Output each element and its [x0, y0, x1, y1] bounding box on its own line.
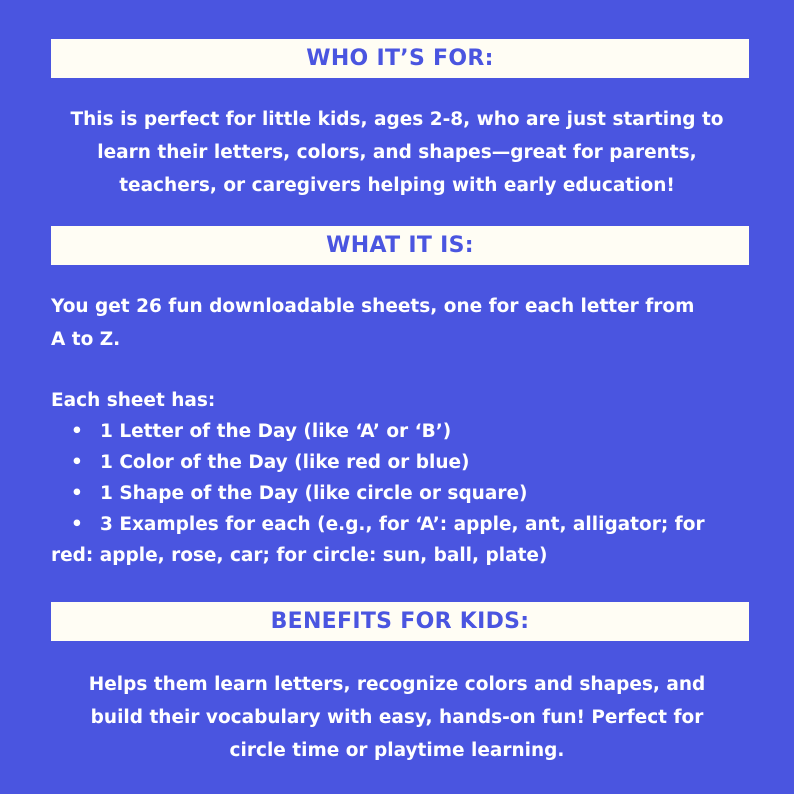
- list-item-text: 1 Color of the Day (like red or blue): [100, 452, 470, 473]
- bullet-icon: •: [71, 483, 83, 504]
- list-item-continuation: red: apple, rose, car; for circle: sun, ball, plate): [51, 545, 548, 566]
- who-paragraph: [20, 103, 774, 202]
- benefits-line: circle time or playtime learning.: [229, 740, 565, 761]
- benefits-paragraph: [20, 668, 774, 767]
- bullet-icon: •: [71, 452, 83, 473]
- who-heading: WHO IT’S FOR:: [306, 46, 494, 71]
- list-item-text: 1 Shape of the Day (like circle or square): [100, 483, 528, 504]
- benefits-heading-banner: [51, 602, 749, 641]
- list-item: [51, 416, 791, 447]
- what-heading-banner: [51, 226, 749, 265]
- list-item: [51, 478, 791, 509]
- list-item: [51, 447, 791, 478]
- bullet-icon: •: [71, 514, 83, 535]
- who-heading-banner: [51, 39, 749, 78]
- what-paragraph: [51, 290, 791, 356]
- sheet-contents-list: [51, 385, 791, 571]
- what-heading: WHAT IT IS:: [326, 233, 474, 258]
- benefits-line: Helps them learn letters, recognize colors and shapes, and: [88, 674, 706, 695]
- what-intro-line: A to Z.: [51, 329, 121, 350]
- who-line: This is perfect for little kids, ages 2-8, who are just starting to: [70, 109, 724, 130]
- bullet-icon: •: [71, 421, 83, 442]
- benefits-heading: BENEFITS FOR KIDS:: [270, 609, 530, 634]
- list-item-text: 1 Letter of the Day (like ‘A’ or ‘B’): [100, 421, 452, 442]
- what-intro-line: You get 26 fun downloadable sheets, one for each letter from: [51, 296, 695, 317]
- list-label: Each sheet has:: [51, 390, 216, 411]
- list-item: [51, 509, 791, 540]
- benefits-line: build their vocabulary with easy, hands-on fun! Perfect for: [90, 707, 704, 728]
- who-line: teachers, or caregivers helping with early education!: [119, 175, 675, 196]
- list-item-text: 3 Examples for each (e.g., for ‘A’: apple, ant, alligator; for: [100, 514, 705, 535]
- who-line: learn their letters, colors, and shapes—great for parents,: [97, 142, 697, 163]
